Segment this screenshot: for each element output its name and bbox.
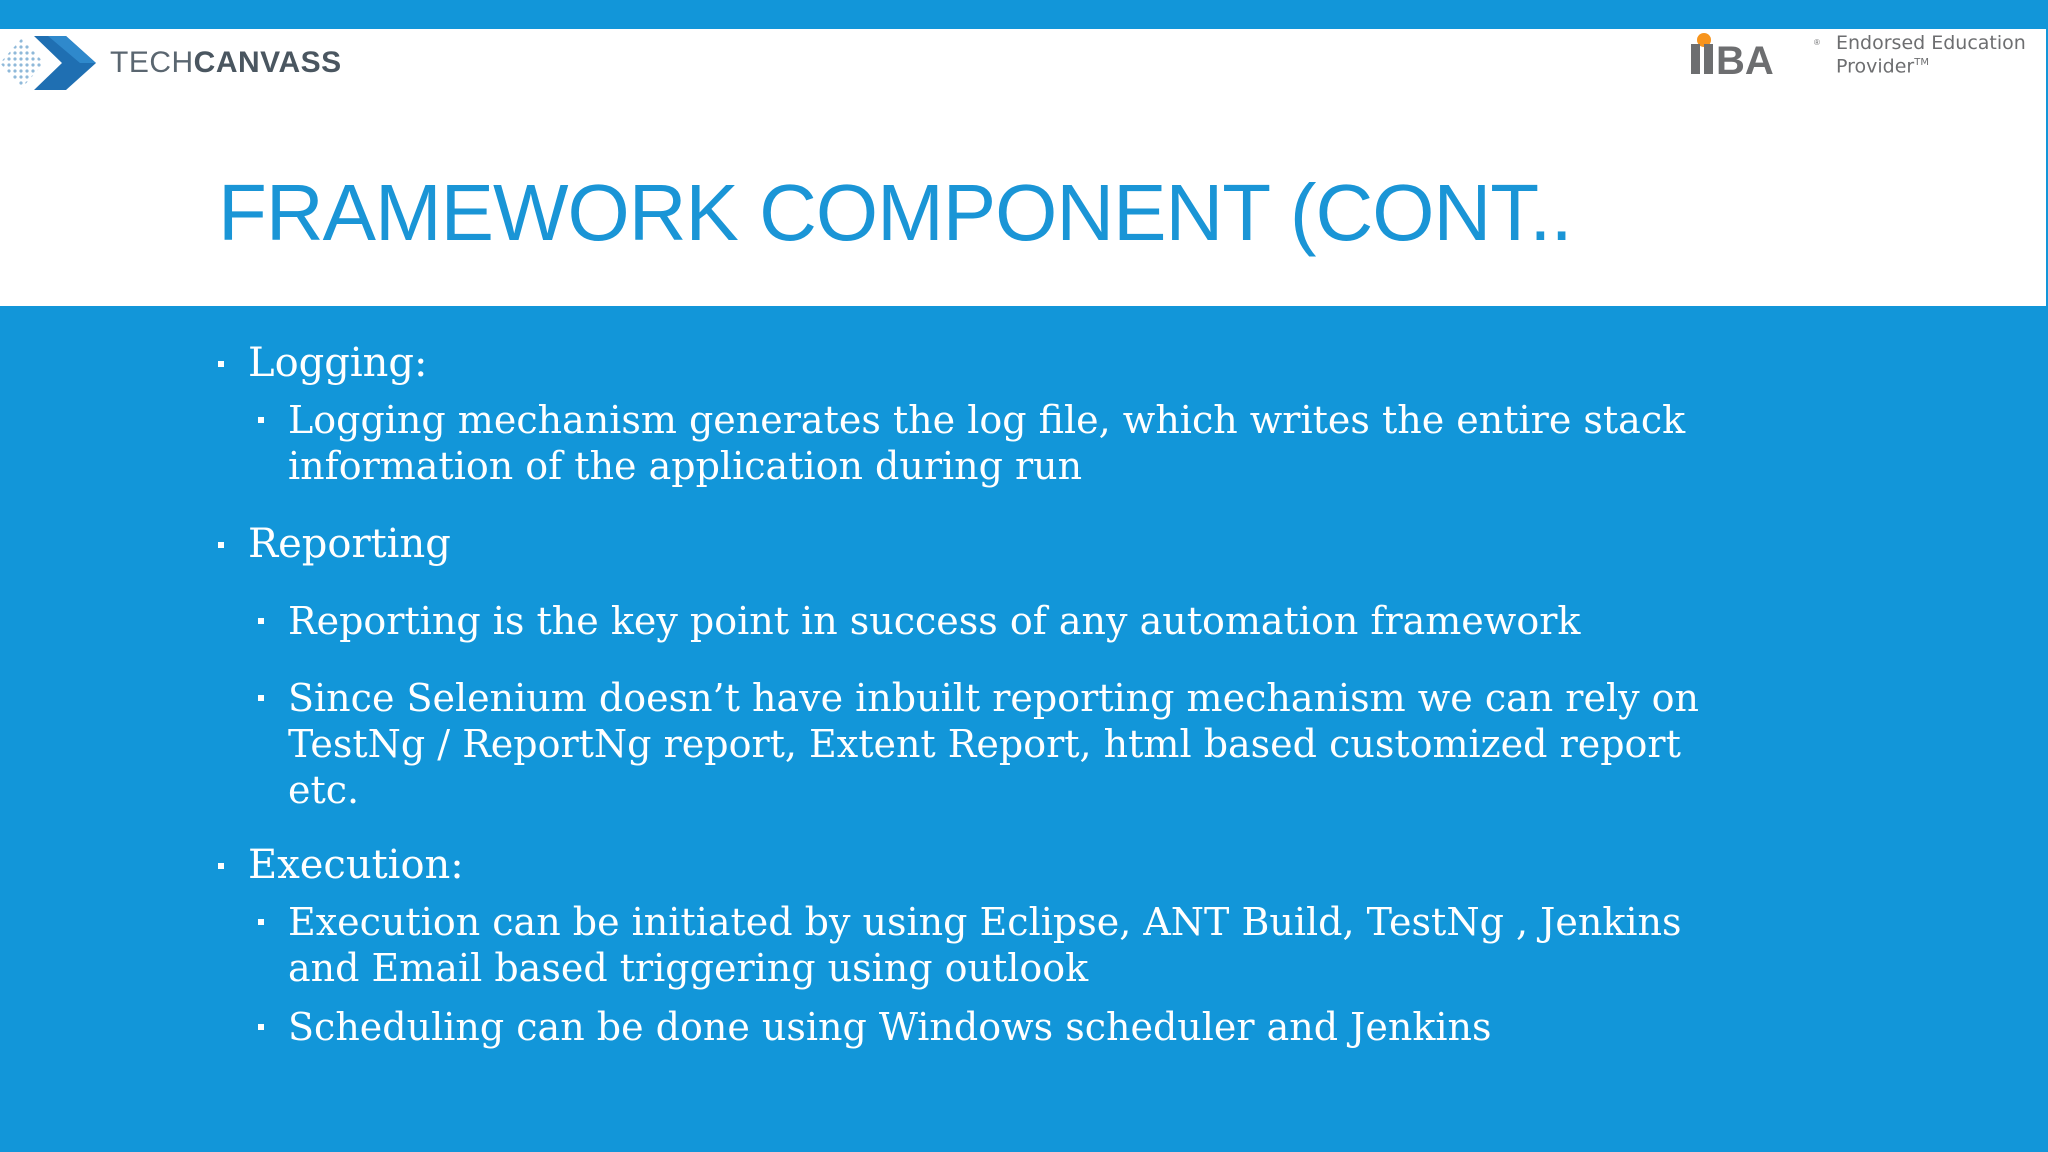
techcanvass-wordmark: [110, 46, 342, 80]
bullet-reporting-sub2-line3: etc.: [288, 768, 360, 812]
iiba-endorsement-line2-wrap: [1836, 53, 2026, 76]
bullet-logging-sub1-line1: Logging mechanism generates the log file, which writes the entire stack: [288, 398, 1686, 442]
bullet-marker: [258, 1024, 264, 1030]
bullet-logging-label: Logging:: [248, 340, 428, 386]
svg-text:®: ®: [1814, 38, 1820, 47]
bullet-marker: [218, 542, 224, 548]
bullet-marker: [258, 618, 264, 624]
slide-title: FRAMEWORK COMPONENT (CONT..: [218, 168, 1572, 257]
bullet-reporting-sub1-text: Reporting is the key point in success of any automation framework: [288, 599, 1581, 643]
bullet-execution: [218, 842, 464, 888]
bullet-execution-sub1-text: [288, 899, 1681, 991]
bullet-marker: [258, 417, 264, 423]
techcanvass-wordmark-bold: CANVASS: [193, 46, 342, 79]
bullet-execution-sub1-line2: and Email based triggering using outlook: [288, 946, 1089, 990]
bullet-marker: [258, 919, 264, 925]
bullet-execution-sub1-line1: Execution can be initiated by using Eclipse, ANT Build, TestNg , Jenkins: [288, 900, 1682, 944]
bullet-execution-label: Execution:: [248, 842, 464, 888]
iiba-logo: [1688, 30, 2026, 80]
bullet-reporting-label: Reporting: [248, 521, 451, 567]
bullet-reporting-sub1: [258, 598, 1580, 644]
techcanvass-chevron-icon: [0, 32, 100, 94]
bullet-reporting-sub2-line1: Since Selenium doesn’t have inbuilt reporting mechanism we can rely on: [288, 676, 1700, 720]
iiba-trademark: TM: [1914, 56, 1929, 68]
bullet-marker: [218, 863, 224, 869]
iiba-endorsement-line2: Provider: [1836, 55, 1915, 78]
iiba-endorsement-line1: Endorsed Education: [1836, 31, 2026, 54]
bullet-reporting-sub2-text: [288, 675, 1699, 813]
iiba-wordmark-icon: [1688, 31, 1828, 79]
techcanvass-wordmark-light: TECH: [110, 46, 194, 79]
bullet-execution-sub1: [258, 899, 1681, 991]
top-strip: [0, 0, 2048, 29]
bullet-logging-sub1-text: [288, 397, 1685, 489]
bullet-reporting: [218, 521, 451, 567]
bullet-execution-sub2: [258, 1004, 1492, 1050]
bullet-reporting-sub2-line2: TestNg / ReportNg report, Extent Report, html based customized report: [288, 722, 1681, 766]
bullet-marker: [218, 361, 224, 367]
techcanvass-logo: [0, 32, 342, 94]
iiba-endorsement-text: [1836, 31, 2026, 78]
bullet-logging-sub1: [258, 397, 1685, 489]
bullet-reporting-sub2: [258, 675, 1699, 813]
bullet-logging: [218, 340, 428, 386]
bullet-marker: [258, 695, 264, 701]
bullet-execution-sub2-text: Scheduling can be done using Windows scheduler and Jenkins: [288, 1005, 1492, 1049]
svg-text:BA: BA: [1716, 39, 1774, 79]
bullet-logging-sub1-line2: information of the application during run: [288, 444, 1083, 488]
